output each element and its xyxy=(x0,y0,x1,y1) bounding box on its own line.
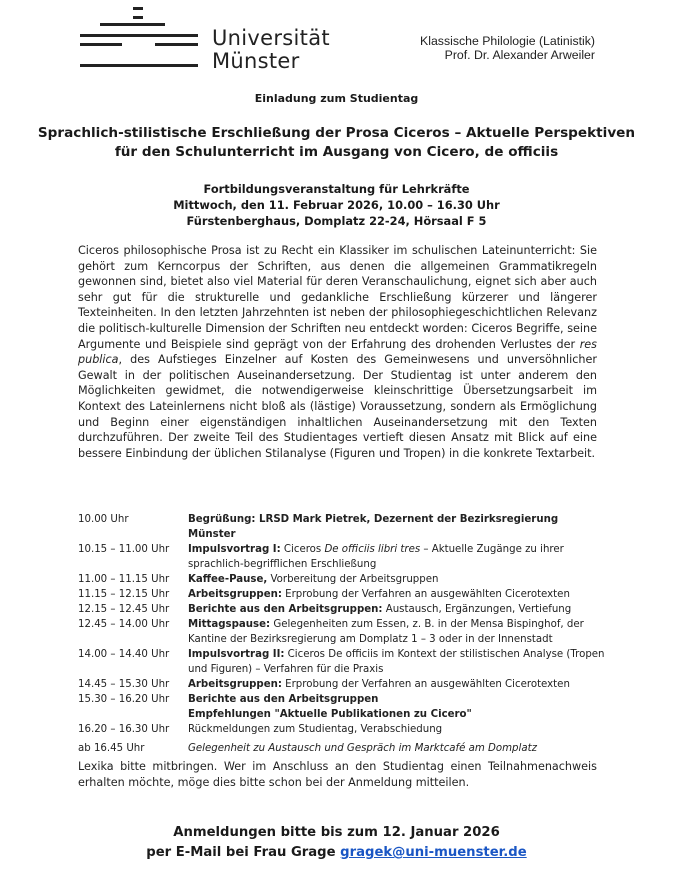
paragraph-part-b: , des Aufstieges Einzelner auf Kosten des Gemeinwesens und unversöhnlicher Gewalt in der politischen Auseinandersetzung. Der Studientag ist unter anderem den Möglichkeiten gewidmet, die notwendigerweise kleinschrittige Übersetzungsarbeit im Kontext des Lateinlernens nicht bloß als (lästige) Voraussetzung, sondern als Ermöglichung und Beginn einer eigenständigen inhaltlichen Auseinandersetzung mit den Texten durchzuführen. Der zweite Teil des Studientages vertieft diesen Ansatz mit Blick auf eine bessere Einbindung der üblichen Stilanalyse (Figuren und Tropen) in die konkrete Textarbeit. xyxy=(78,353,597,460)
logo-emblem xyxy=(80,4,205,72)
notice-paragraph: Lexika bitte mitbringen. Wer im Anschluss an den Studientag einen Teilnahmenachweis erhalten möchte, möge dies bitte schon bei der Anmeldung mitteilen. xyxy=(78,760,597,789)
schedule-row xyxy=(78,602,608,617)
document-title xyxy=(0,124,673,162)
logo-text-line1: Universität xyxy=(212,26,330,50)
schedule-time: 15.30 – 16.20 Uhr xyxy=(78,694,170,705)
professor: Prof. Dr. Alexander Arweiler xyxy=(444,48,595,62)
university-logo xyxy=(80,4,330,73)
schedule-time: 10.15 – 11.00 Uhr xyxy=(78,544,170,555)
event-location: Fürstenberghaus, Domplatz 22-24, Hörsaal F 5 xyxy=(186,214,487,228)
paragraph-part-a: Ciceros philosophische Prosa ist zu Recht ein Klassiker im schulischen Lateinunterricht: Sie gehört zum Kerncorpus der Schriften, aus denen die allgemeinen Grammatikregeln gewonnen sind, bietet also viel Material für deren Veranschaulichung, eignet sich aber auch sehr gut für die strukturelle und gedankliche Erschließung kürzerer und längerer Texteinheiten. In den letzten Jahrzehnten ist neben der philosophiegeschichtlichen Relevanz die politisch-kulturelle Dimension der Schriften neu entdeckt worden: Ciceros Begriffe, seine Argumente und Beispiele sind geprägt von der Erfahrung des drohenden Verlustes der xyxy=(78,244,597,351)
title-line1: Sprachlich-stilistische Erschließung der Prosa Ciceros – Aktuelle Perspektiven xyxy=(37,125,636,141)
schedule-row xyxy=(78,692,608,722)
schedule-time: 10.00 Uhr xyxy=(78,514,129,525)
schedule-row xyxy=(78,572,608,587)
schedule-row xyxy=(78,512,608,542)
schedule-desc: Arbeitsgruppen: Erprobung der Verfahren an ausgewählten Cicerotexten xyxy=(188,679,570,690)
schedule-desc: Impulsvortrag I: Ciceros De officiis libri tres – Aktuelle Zugänge zu ihrer sprachlich-begrifflichen Erschließung xyxy=(188,544,564,570)
schedule-desc: Gelegenheit zu Austausch und Gespräch im Marktcafé am Domplatz xyxy=(188,743,537,754)
title-line2: für den Schulunterricht im Ausgang von Cicero, de officiis xyxy=(114,144,559,160)
schedule-time: ab 16.45 Uhr xyxy=(78,743,145,754)
schedule-desc: Arbeitsgruppen: Erprobung der Verfahren an ausgewählten Cicerotexten xyxy=(188,589,570,600)
schedule-time: 16.20 – 16.30 Uhr xyxy=(78,724,170,735)
registration-footer xyxy=(0,823,673,863)
department: Klassische Philologie (Latinistik) xyxy=(420,34,595,48)
schedule-table xyxy=(78,512,608,756)
schedule-desc: Kaffee-Pause, Vorbereitung der Arbeitsgruppen xyxy=(188,574,439,585)
logo-text-line2: Münster xyxy=(212,49,300,73)
event-type: Fortbildungsveranstaltung für Lehrkräfte xyxy=(203,182,470,196)
registration-contact: per E-Mail bei Frau Grage gragek@uni-muenster.de xyxy=(146,845,527,860)
schedule-time: 12.45 – 14.00 Uhr xyxy=(78,619,170,630)
schedule-time: 11.15 – 12.15 Uhr xyxy=(78,589,170,600)
schedule-row xyxy=(78,722,608,737)
schedule-desc: Berichte aus den Arbeitsgruppen: Austausch, Ergänzungen, Vertiefung xyxy=(188,604,572,615)
registration-deadline: Anmeldungen bitte bis zum 12. Januar 2026 xyxy=(173,825,500,840)
email-link[interactable]: gragek@uni-muenster.de xyxy=(340,845,527,860)
header-affiliation xyxy=(420,34,595,62)
description-paragraph xyxy=(78,243,597,461)
paragraph-emphasis: res publica xyxy=(78,337,597,367)
schedule-time: 12.15 – 12.45 Uhr xyxy=(78,604,170,615)
schedule-row xyxy=(78,587,608,602)
schedule-row xyxy=(78,542,608,572)
event-datetime: Mittwoch, den 11. Februar 2026, 10.00 – 16.30 Uhr xyxy=(173,198,500,212)
schedule-row xyxy=(78,647,608,677)
schedule-desc: Berichte aus den Arbeitsgruppen Empfehlungen "Aktuelle Publikationen zu Cicero" xyxy=(188,694,472,720)
schedule-desc: Mittagspause: Gelegenheiten zum Essen, z. B. in der Mensa Bispinghof, der Kantine der Bezirksregierung am Domplatz 1 – 3 oder in der Innenstadt xyxy=(188,619,584,645)
schedule-desc: Begrüßung: LRSD Mark Pietrek, Dezernent der Bezirksregierung Münster xyxy=(188,514,559,540)
schedule-row xyxy=(78,741,608,756)
schedule-time: 11.00 – 11.15 Uhr xyxy=(78,574,170,585)
invitation-heading: Einladung zum Studientag xyxy=(254,92,419,105)
schedule-row xyxy=(78,617,608,647)
schedule-time: 14.00 – 14.40 Uhr xyxy=(78,649,170,660)
schedule-desc: Impulsvortrag II: Ciceros De officiis im Kontext der stilistischen Analyse (Tropen und Figuren) – Verfahren für die Praxis xyxy=(188,649,605,675)
schedule-row xyxy=(78,677,608,692)
schedule-desc: Rückmeldungen zum Studientag, Verabschiedung xyxy=(188,724,443,735)
schedule-time: 14.45 – 15.30 Uhr xyxy=(78,679,170,690)
event-info xyxy=(0,181,673,229)
